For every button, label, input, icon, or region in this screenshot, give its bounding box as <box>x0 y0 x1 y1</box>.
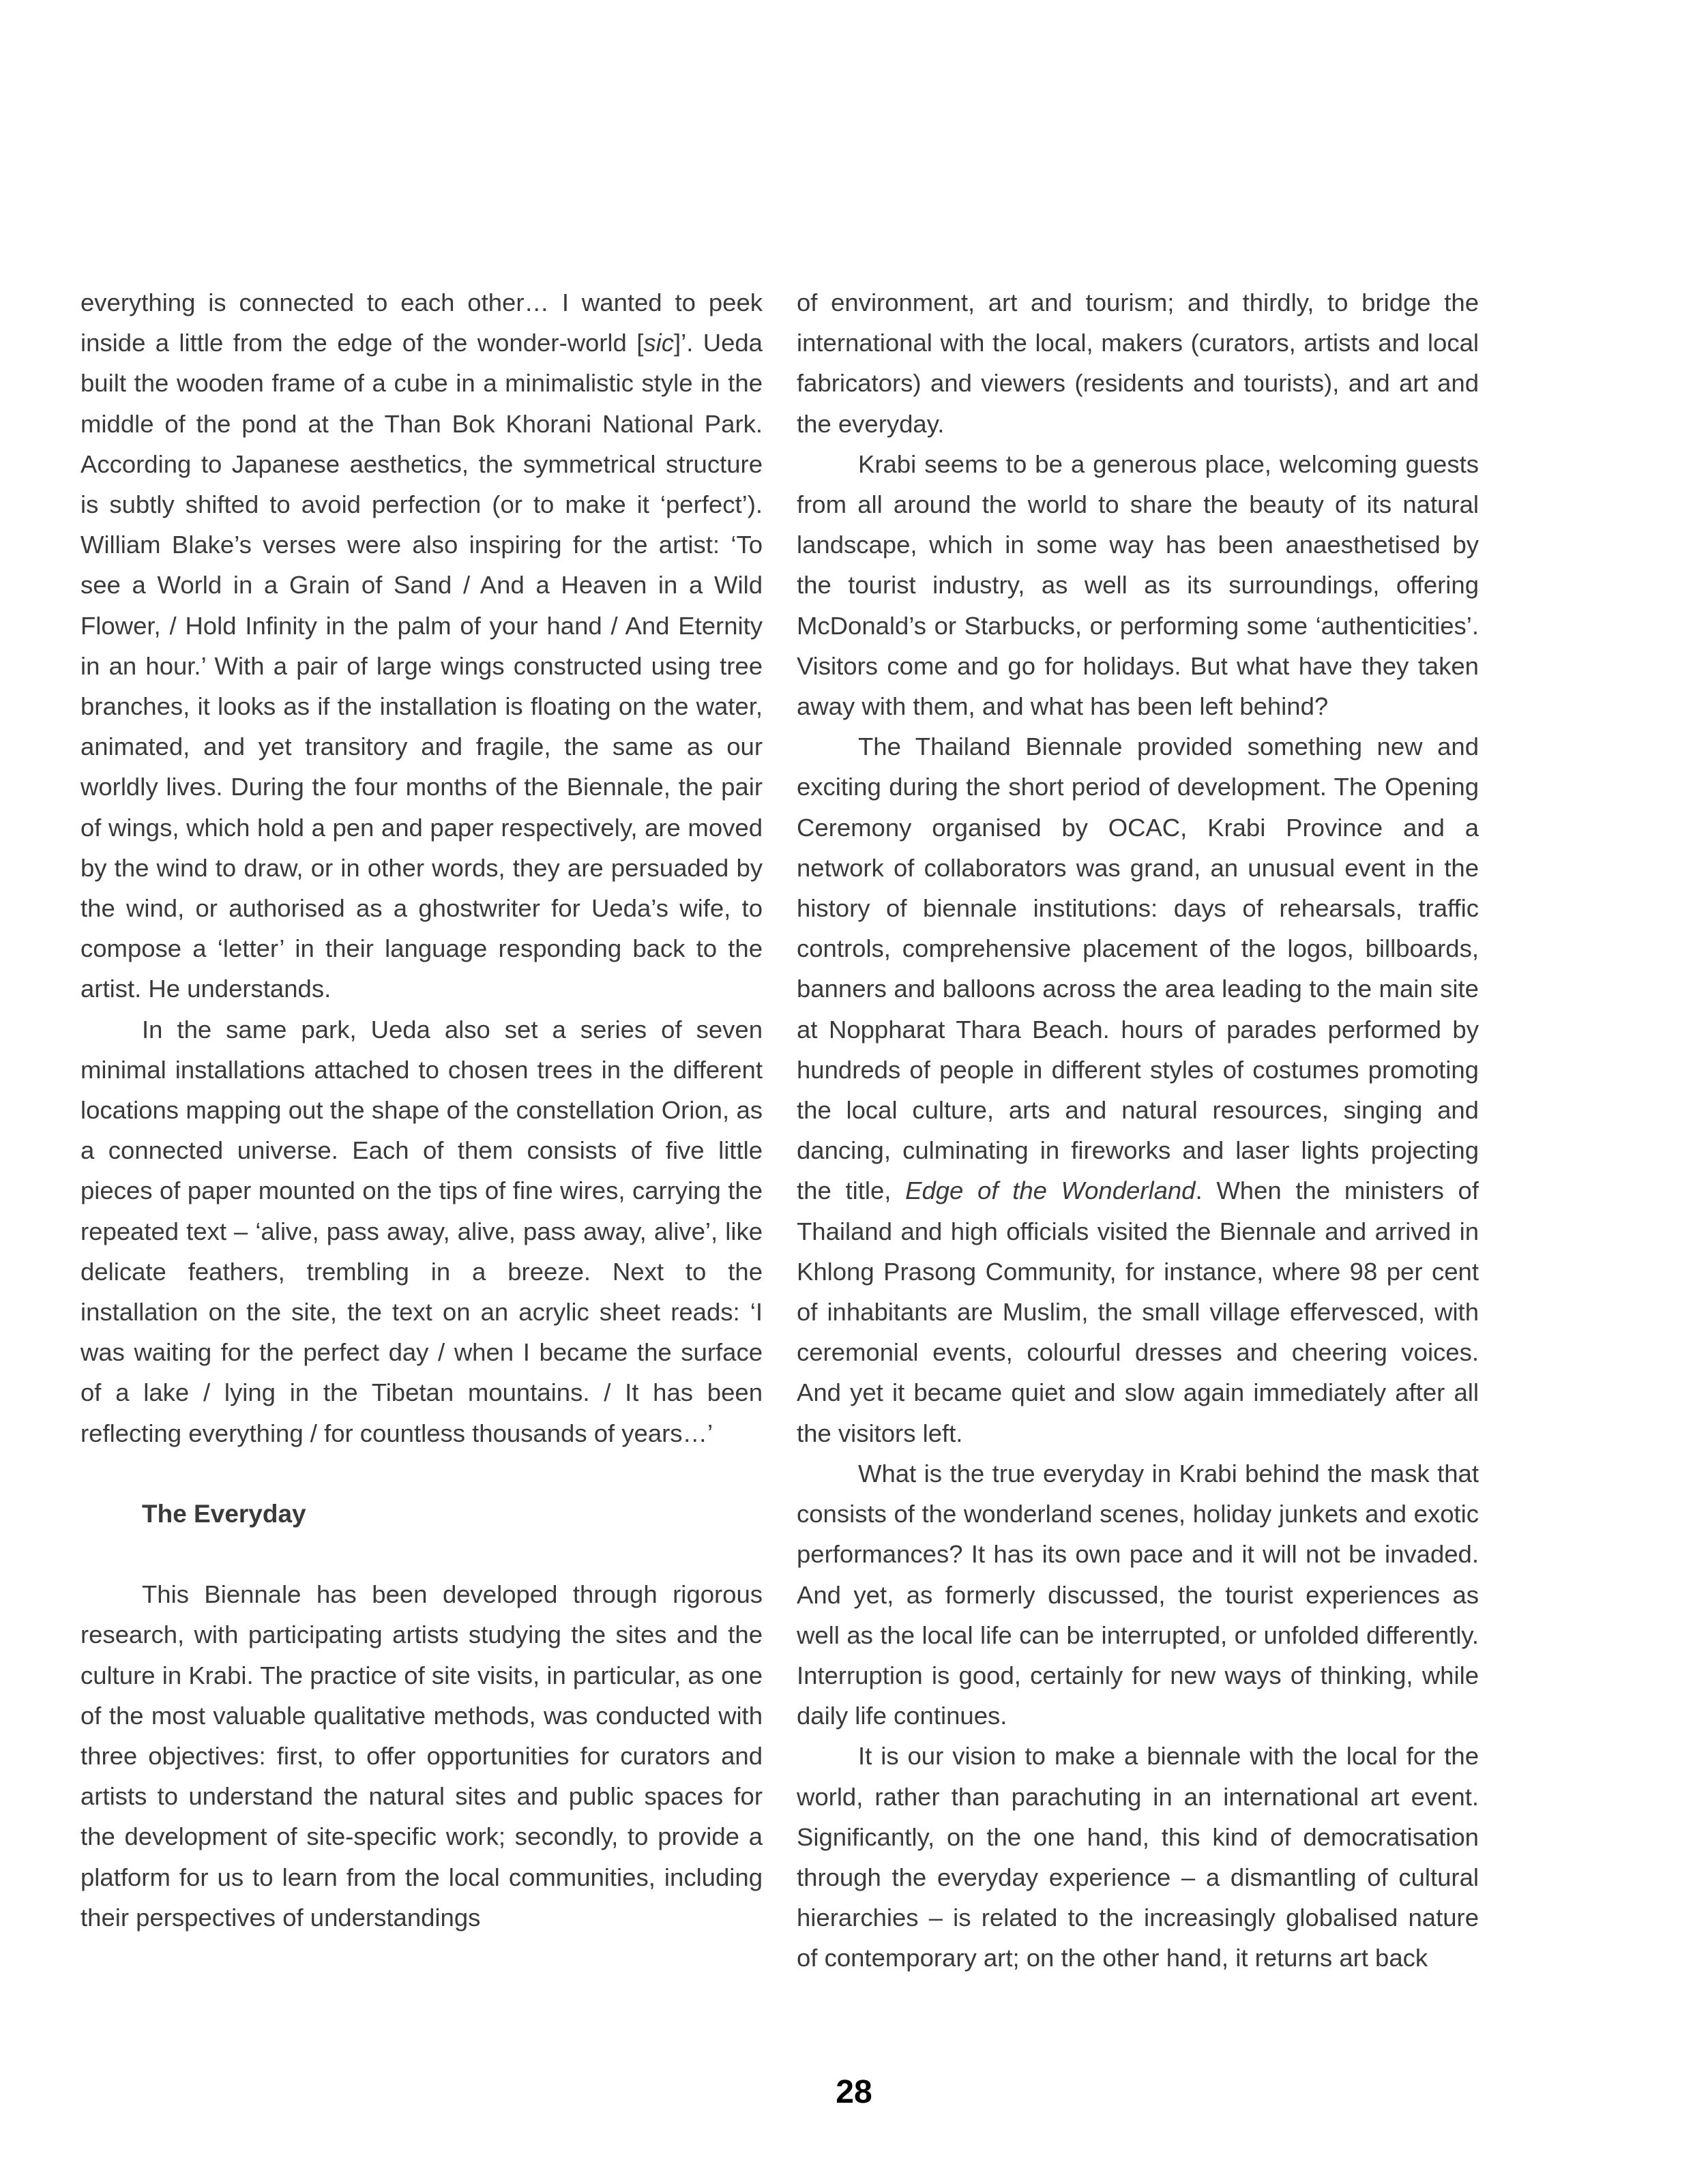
right-column <box>797 282 1479 1979</box>
sic-italic: sic <box>643 329 674 357</box>
page-number: 28 <box>836 2074 872 2110</box>
paragraph: everything is connected to each other… I wanted to peek inside a little from the edge of the wonder-world [sic]’. Ueda built the wooden frame of a cube in a minimalistic style in the middle of the pond at the Than Bok Khorani National Park. According to Japanese aesthetics, the symmetrical structure is subtly shifted to avoid perfection (or to make it ‘perfect’). William Blake’s verses were also inspiring for the artist: ‘To see a World in a Grain of Sand / And a Heaven in a Wild Flower, / Hold Infinity in the palm of your hand / And Eternity in an hour.’ With a pair of large wings constructed using tree branches, it looks as if the installation is floating on the water, animated, and yet transitory and fragile, the same as our worldly lives. During the four months of the Biennale, the pair of wings, which hold a pen and paper respectively, are moved by the wind to draw, or in other words, they are persuaded by the wind, or authorised as a ghostwriter for Ueda’s wife, to compose a ‘letter’ in their language responding back to the artist. He understands. <box>80 288 763 1003</box>
paragraph: The Thailand Biennale provided something new and exciting during the short period of development. The Opening Ceremony organised by OCAC, Krabi Province and a network of collaborators was grand, an unusual event in the history of biennale institutions: days of rehearsals, traffic controls, comprehensive placement of the logos, billboards, banners and balloons across the area leading to the main site at Noppharat Thara Beach. hours of parades performed by hundreds of people in different styles of costumes promoting the local culture, arts and natural resources, singing and dancing, culminating in fireworks and laser lights projecting the title, Edge of the Wonderland. When the ministers of Thailand and high officials visited the Biennale and arrived in Khlong Prasong Community, for instance, where 98 per cent of inhabitants are Muslim, the small village effervesced, with ceremonial events, colourful dresses and cheering voices. And yet it became quiet and slow again immediately after all the visitors left. <box>797 733 1479 1447</box>
paragraph: This Biennale has been developed through rigorous research, with participating artists studying the sites and the culture in Krabi. The practice of site visits, in particular, as one of the most valuable qualitative methods, was conducted with three objectives: first, to offer opportunities for curators and artists to understand the natural sites and public spaces for the development of site-specific work; secondly, to provide a platform for us to learn from the local communities, including their perspectives of understandings <box>80 1580 763 1932</box>
left-column <box>80 282 763 1938</box>
paragraph: What is the true everyday in Krabi behind the mask that consists of the wonderland scenes, holiday junkets and exotic performances? It has its own pace and it will not be invaded. And yet, as formerly discussed, the tourist experiences as well as the local life can be interrupted, or unfolded differently. Interruption is good, certainly for new ways of thinking, while daily life continues. <box>797 1459 1479 1730</box>
paragraph: In the same park, Ueda also set a series of seven minimal installations attached to chosen trees in the different locations mapping out the shape of the constellation Orion, as a connected universe. Each of them consists of five little pieces of paper mounted on the tips of fine wires, carrying the repeated text – ‘alive, pass away, alive, pass away, alive’, like delicate feathers, trembling in a breeze. Next to the installation on the site, the text on an acrylic sheet reads: ‘I was waiting for the perfect day / when I became the surface of a lake / lying in the Tibetan mountains. / It has been reflecting everything / for countless thousands of years…’ <box>80 1015 763 1447</box>
exhibition-title-italic: Edge of the Wonderland <box>905 1177 1196 1205</box>
paragraph: of environment, art and tourism; and thirdly, to bridge the international with the local, makers (curators, artists and local fabricators) and viewers (residents and tourists), and art and the everyday. <box>797 288 1479 438</box>
section-heading: The Everyday <box>142 1499 306 1528</box>
paragraph: It is our vision to make a biennale with the local for the world, rather than parachuting in an international art event. Significantly, on the one hand, this kind of democratisation through the everyday experience – a dismantling of cultural hierarchies – is related to the increasingly globalised nature of contemporary art; on the other hand, it returns art back <box>797 1742 1479 1972</box>
paragraph: Krabi seems to be a generous place, welcoming guests from all around the world to share the beauty of its natural landscape, which in some way has been anaesthetised by the tourist industry, as well as its surroundings, offering McDonald’s or Starbucks, or performing some ‘authenticities’. Visitors come and go for holidays. But what have they taken away with them, and what has been left behind? <box>797 449 1479 721</box>
